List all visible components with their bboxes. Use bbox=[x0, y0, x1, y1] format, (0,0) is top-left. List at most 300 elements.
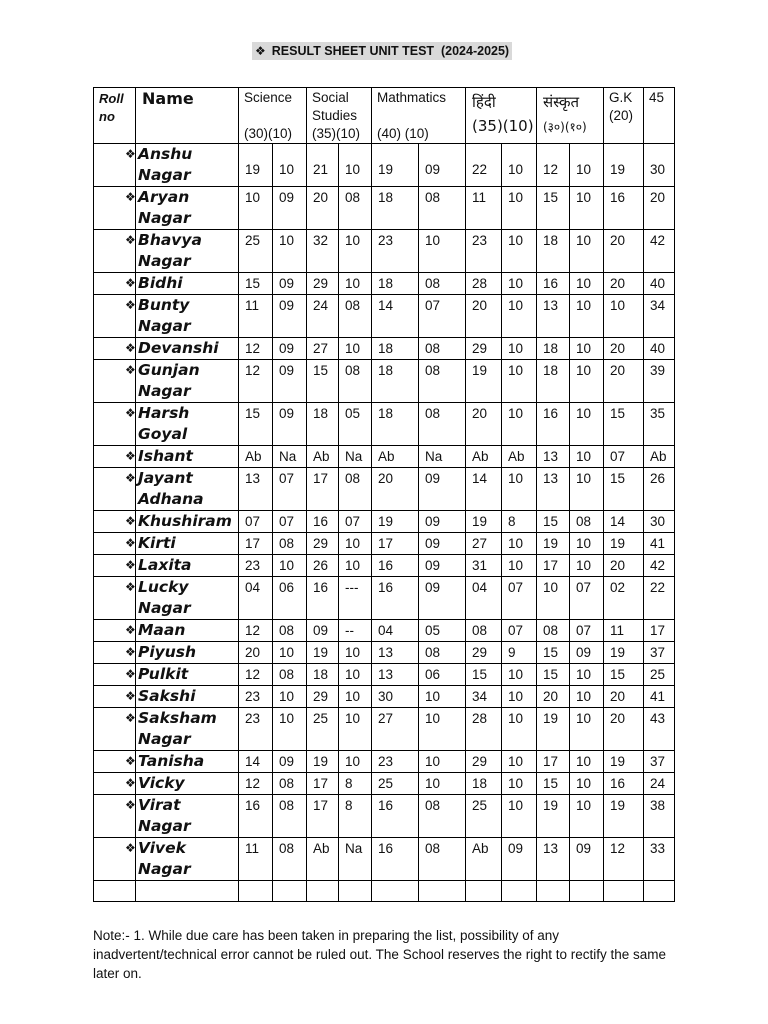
mark-cell: 16 bbox=[372, 577, 419, 620]
mark-cell: 20 bbox=[604, 230, 644, 273]
mark-cell: 19 bbox=[604, 795, 644, 838]
student-name: Anshu Nagar bbox=[138, 145, 193, 184]
mark-cell: 14 bbox=[239, 751, 273, 773]
mark-cell: 10 bbox=[570, 751, 604, 773]
mark-cell: 19 bbox=[372, 511, 419, 533]
table-row bbox=[94, 273, 675, 295]
table-row bbox=[94, 838, 675, 881]
mark-cell: 05 bbox=[419, 620, 466, 642]
student-name-cell bbox=[125, 642, 239, 664]
student-name-cell bbox=[125, 338, 239, 360]
student-name: Gunjan Nagar bbox=[138, 361, 200, 400]
mark-cell: 10 bbox=[502, 686, 537, 708]
mark-cell: 31 bbox=[466, 555, 502, 577]
table-row bbox=[94, 795, 675, 838]
mark-cell: 37 bbox=[644, 751, 675, 773]
table-row bbox=[94, 620, 675, 642]
diamond-bullet-icon: ❖ bbox=[125, 147, 136, 161]
mark-cell: 09 bbox=[273, 751, 307, 773]
mark-cell: 18 bbox=[372, 403, 419, 446]
mark-cell: 41 bbox=[644, 686, 675, 708]
mark-cell: 40 bbox=[644, 338, 675, 360]
empty-cell bbox=[239, 881, 273, 902]
student-name-cell bbox=[125, 511, 239, 533]
table-row bbox=[94, 360, 675, 403]
header-gk: G.K (20) bbox=[604, 88, 644, 144]
mark-cell: 09 bbox=[273, 295, 307, 338]
mark-cell: 08 bbox=[339, 187, 372, 230]
mark-cell: Ab bbox=[307, 838, 339, 881]
mark-cell: 10 bbox=[419, 230, 466, 273]
mark-cell: 17 bbox=[307, 795, 339, 838]
student-name: Khushiram bbox=[138, 512, 232, 530]
mark-cell: Na bbox=[339, 838, 372, 881]
student-name-cell bbox=[125, 577, 239, 620]
empty-cell bbox=[136, 881, 239, 902]
mark-cell: 07 bbox=[419, 295, 466, 338]
mark-cell: 10 bbox=[273, 708, 307, 751]
mark-cell: 20 bbox=[466, 295, 502, 338]
mark-cell: Ab bbox=[466, 446, 502, 468]
header-mathematics: Mathmatics (40) (10) bbox=[372, 88, 466, 144]
student-name-cell bbox=[125, 555, 239, 577]
mark-cell: 10 bbox=[339, 338, 372, 360]
mark-cell: 08 bbox=[273, 664, 307, 686]
mark-cell: 43 bbox=[644, 708, 675, 751]
mark-cell: Ab bbox=[644, 446, 675, 468]
mark-cell: 16 bbox=[307, 577, 339, 620]
mark-cell: 16 bbox=[372, 838, 419, 881]
student-name: Laxita bbox=[138, 556, 192, 574]
mark-cell: 10 bbox=[339, 751, 372, 773]
title-text: RESULT SHEET UNIT TEST (2024-2025) bbox=[271, 44, 510, 58]
mark-cell: 10 bbox=[273, 686, 307, 708]
mark-cell: 10 bbox=[570, 468, 604, 511]
empty-cell bbox=[604, 881, 644, 902]
table-row bbox=[94, 187, 675, 230]
mark-cell: 19 bbox=[537, 795, 570, 838]
mark-cell: 08 bbox=[273, 795, 307, 838]
mark-cell: 10 bbox=[502, 708, 537, 751]
mark-cell: 10 bbox=[339, 642, 372, 664]
mark-cell: 08 bbox=[419, 187, 466, 230]
mark-cell: 19 bbox=[604, 533, 644, 555]
mark-cell: 20 bbox=[604, 273, 644, 295]
mark-cell: 10 bbox=[502, 403, 537, 446]
mark-cell: 15 bbox=[604, 664, 644, 686]
table-row bbox=[94, 577, 675, 620]
mark-cell: 19 bbox=[307, 751, 339, 773]
mark-cell: 40 bbox=[644, 273, 675, 295]
student-name: Kirti bbox=[138, 534, 176, 552]
mark-cell: 20 bbox=[604, 555, 644, 577]
diamond-bullet-icon: ❖ bbox=[125, 754, 136, 768]
mark-cell: 10 bbox=[502, 773, 537, 795]
table-row bbox=[94, 295, 675, 338]
mark-cell: 19 bbox=[307, 642, 339, 664]
mark-cell: 09 bbox=[273, 273, 307, 295]
mark-cell: 15 bbox=[537, 664, 570, 686]
empty-cell bbox=[372, 881, 419, 902]
page-title bbox=[252, 42, 512, 60]
mark-cell: 14 bbox=[466, 468, 502, 511]
mark-cell: 29 bbox=[307, 686, 339, 708]
mark-cell: 10 bbox=[502, 664, 537, 686]
student-name-cell bbox=[125, 773, 239, 795]
mark-cell: 10 bbox=[570, 446, 604, 468]
mark-cell: 15 bbox=[466, 664, 502, 686]
diamond-bullet-icon: ❖ bbox=[125, 776, 136, 790]
mark-cell: 12 bbox=[537, 144, 570, 187]
mark-cell: 10 bbox=[502, 230, 537, 273]
mark-cell: Ab bbox=[372, 446, 419, 468]
mark-cell: 19 bbox=[537, 533, 570, 555]
mark-cell: 18 bbox=[307, 664, 339, 686]
diamond-bullet-icon: ❖ bbox=[125, 298, 136, 312]
mark-cell: 08 bbox=[419, 338, 466, 360]
student-name-cell bbox=[125, 360, 239, 403]
table-row bbox=[94, 686, 675, 708]
mark-cell: 10 bbox=[502, 273, 537, 295]
mark-cell: 17 bbox=[372, 533, 419, 555]
mark-cell: 10 bbox=[273, 642, 307, 664]
mark-cell: 11 bbox=[239, 838, 273, 881]
mark-cell: 09 bbox=[419, 144, 466, 187]
student-name-cell bbox=[125, 620, 239, 642]
mark-cell: 13 bbox=[537, 295, 570, 338]
mark-cell: 09 bbox=[502, 838, 537, 881]
student-name: Tanisha bbox=[138, 752, 205, 770]
mark-cell: 08 bbox=[273, 838, 307, 881]
empty-cell bbox=[339, 881, 372, 902]
mark-cell: 08 bbox=[419, 642, 466, 664]
mark-cell: 10 bbox=[570, 230, 604, 273]
mark-cell: 10 bbox=[570, 403, 604, 446]
mark-cell: 07 bbox=[273, 511, 307, 533]
mark-cell: 25 bbox=[372, 773, 419, 795]
mark-cell: 29 bbox=[307, 533, 339, 555]
mark-cell: 10 bbox=[502, 795, 537, 838]
mark-cell: 16 bbox=[604, 773, 644, 795]
diamond-bullet-icon: ❖ bbox=[125, 667, 136, 681]
mark-cell: 28 bbox=[466, 708, 502, 751]
mark-cell: 07 bbox=[273, 468, 307, 511]
mark-cell: 27 bbox=[466, 533, 502, 555]
empty-cell bbox=[644, 881, 675, 902]
mark-cell: 13 bbox=[372, 664, 419, 686]
table-row bbox=[94, 446, 675, 468]
header-sanskrit: संस्कृत (३०)(१०) bbox=[537, 88, 604, 144]
mark-cell: 08 bbox=[570, 511, 604, 533]
mark-cell: 06 bbox=[419, 664, 466, 686]
diamond-bullet-icon: ❖ bbox=[125, 406, 136, 420]
mark-cell: 8 bbox=[502, 511, 537, 533]
mark-cell: 17 bbox=[307, 773, 339, 795]
mark-cell: 10 bbox=[502, 144, 537, 187]
mark-cell: 18 bbox=[372, 360, 419, 403]
student-name-cell bbox=[125, 230, 239, 273]
note-text: Note:- 1. While due care has been taken in preparing the list, possibility of any inadvertent/technical error cannot be ruled out. The School reserves the right to rectify the same later on. bbox=[93, 928, 667, 981]
mark-cell: 10 bbox=[419, 773, 466, 795]
mark-cell: Na bbox=[273, 446, 307, 468]
table-row bbox=[94, 338, 675, 360]
mark-cell: 08 bbox=[339, 360, 372, 403]
diamond-bullet-icon: ❖ bbox=[125, 536, 136, 550]
empty-cell bbox=[273, 881, 307, 902]
mark-cell: 16 bbox=[537, 273, 570, 295]
mark-cell: Ab bbox=[502, 446, 537, 468]
mark-cell: 10 bbox=[339, 664, 372, 686]
mark-cell: 11 bbox=[466, 187, 502, 230]
table-row bbox=[94, 511, 675, 533]
header-row bbox=[94, 88, 675, 144]
diamond-bullet-icon: ❖ bbox=[255, 44, 266, 58]
mark-cell: 33 bbox=[644, 838, 675, 881]
mark-cell: 25 bbox=[307, 708, 339, 751]
student-name-cell bbox=[125, 187, 239, 230]
mark-cell: 23 bbox=[239, 686, 273, 708]
mark-cell: 10 bbox=[570, 338, 604, 360]
student-name-cell bbox=[125, 403, 239, 446]
mark-cell: 18 bbox=[372, 338, 419, 360]
mark-cell: 10 bbox=[273, 555, 307, 577]
mark-cell: 21 bbox=[307, 144, 339, 187]
mark-cell: 8 bbox=[339, 795, 372, 838]
mark-cell: 37 bbox=[644, 642, 675, 664]
mark-cell: 23 bbox=[239, 555, 273, 577]
mark-cell: 10 bbox=[339, 708, 372, 751]
mark-cell: 12 bbox=[239, 360, 273, 403]
mark-cell: 32 bbox=[307, 230, 339, 273]
mark-cell: 24 bbox=[644, 773, 675, 795]
mark-cell: 10 bbox=[570, 664, 604, 686]
mark-cell: 07 bbox=[339, 511, 372, 533]
mark-cell: 16 bbox=[239, 795, 273, 838]
mark-cell: 15 bbox=[537, 511, 570, 533]
mark-cell: 23 bbox=[372, 751, 419, 773]
mark-cell: 07 bbox=[604, 446, 644, 468]
mark-cell: 10 bbox=[419, 708, 466, 751]
mark-cell: 10 bbox=[570, 795, 604, 838]
diamond-bullet-icon: ❖ bbox=[125, 514, 136, 528]
mark-cell: 12 bbox=[239, 773, 273, 795]
empty-cell bbox=[466, 881, 502, 902]
mark-cell: 29 bbox=[307, 273, 339, 295]
result-table bbox=[93, 87, 675, 902]
mark-cell: 06 bbox=[273, 577, 307, 620]
mark-cell: 10 bbox=[570, 555, 604, 577]
mark-cell: 08 bbox=[419, 360, 466, 403]
empty-cell bbox=[570, 881, 604, 902]
mark-cell: 20 bbox=[307, 187, 339, 230]
mark-cell: 17 bbox=[537, 751, 570, 773]
mark-cell: 25 bbox=[466, 795, 502, 838]
mark-cell: 07 bbox=[239, 511, 273, 533]
mark-cell: 10 bbox=[239, 187, 273, 230]
diamond-bullet-icon: ❖ bbox=[125, 689, 136, 703]
table-row bbox=[94, 533, 675, 555]
mark-cell: 14 bbox=[372, 295, 419, 338]
student-name: Bunty Nagar bbox=[138, 296, 191, 335]
student-name: Devanshi bbox=[138, 339, 219, 357]
mark-cell: 17 bbox=[239, 533, 273, 555]
table-row bbox=[94, 403, 675, 446]
mark-cell: 19 bbox=[466, 360, 502, 403]
mark-cell: 18 bbox=[466, 773, 502, 795]
mark-cell: 15 bbox=[537, 187, 570, 230]
mark-cell: 12 bbox=[239, 338, 273, 360]
mark-cell: 29 bbox=[466, 642, 502, 664]
mark-cell: 07 bbox=[570, 620, 604, 642]
diamond-bullet-icon: ❖ bbox=[125, 711, 136, 725]
mark-cell: 20 bbox=[604, 338, 644, 360]
student-name: Piyush bbox=[138, 643, 197, 661]
mark-cell: 30 bbox=[372, 686, 419, 708]
mark-cell: 27 bbox=[307, 338, 339, 360]
mark-cell: 18 bbox=[372, 187, 419, 230]
mark-cell: 09 bbox=[273, 187, 307, 230]
mark-cell: 24 bbox=[307, 295, 339, 338]
mark-cell: 07 bbox=[502, 620, 537, 642]
table-row bbox=[94, 642, 675, 664]
diamond-bullet-icon: ❖ bbox=[125, 558, 136, 572]
mark-cell: 10 bbox=[570, 295, 604, 338]
header-name: Name bbox=[136, 88, 239, 144]
mark-cell: 10 bbox=[570, 773, 604, 795]
mark-cell: 04 bbox=[239, 577, 273, 620]
mark-cell: --- bbox=[339, 577, 372, 620]
student-name-cell bbox=[125, 686, 239, 708]
mark-cell: 20 bbox=[372, 468, 419, 511]
mark-cell: 19 bbox=[239, 144, 273, 187]
mark-cell: 14 bbox=[604, 511, 644, 533]
mark-cell: 18 bbox=[537, 230, 570, 273]
diamond-bullet-icon: ❖ bbox=[125, 190, 136, 204]
mark-cell: 18 bbox=[307, 403, 339, 446]
mark-cell: 23 bbox=[372, 230, 419, 273]
diamond-bullet-icon: ❖ bbox=[125, 623, 136, 637]
mark-cell: 30 bbox=[644, 511, 675, 533]
student-name: Aryan Nagar bbox=[138, 188, 191, 227]
mark-cell: 10 bbox=[502, 533, 537, 555]
mark-cell: 12 bbox=[604, 838, 644, 881]
student-name-cell bbox=[125, 838, 239, 881]
header-roll: Roll no bbox=[94, 88, 136, 144]
mark-cell: 29 bbox=[466, 751, 502, 773]
mark-cell: 04 bbox=[372, 620, 419, 642]
mark-cell: 08 bbox=[419, 403, 466, 446]
mark-cell: 10 bbox=[339, 230, 372, 273]
student-name: Bidhi bbox=[138, 274, 183, 292]
mark-cell: -- bbox=[339, 620, 372, 642]
mark-cell: 13 bbox=[537, 446, 570, 468]
diamond-bullet-icon: ❖ bbox=[125, 841, 136, 855]
mark-cell: 09 bbox=[570, 642, 604, 664]
student-name-cell bbox=[125, 533, 239, 555]
mark-cell: 9 bbox=[502, 642, 537, 664]
student-name: Maan bbox=[138, 621, 186, 639]
student-rows bbox=[94, 144, 675, 902]
empty-row bbox=[94, 881, 675, 902]
mark-cell: 25 bbox=[239, 230, 273, 273]
mark-cell: 05 bbox=[339, 403, 372, 446]
student-name: Saksham Nagar bbox=[138, 709, 217, 748]
mark-cell: 08 bbox=[419, 273, 466, 295]
student-name-cell bbox=[125, 144, 239, 187]
mark-cell: 10 bbox=[502, 555, 537, 577]
mark-cell: 08 bbox=[466, 620, 502, 642]
mark-cell: Na bbox=[339, 446, 372, 468]
mark-cell: 23 bbox=[466, 230, 502, 273]
diamond-bullet-icon: ❖ bbox=[125, 363, 136, 377]
mark-cell: 10 bbox=[339, 533, 372, 555]
mark-cell: 10 bbox=[604, 295, 644, 338]
mark-cell: 13 bbox=[537, 468, 570, 511]
mark-cell: 34 bbox=[466, 686, 502, 708]
mark-cell: 10 bbox=[502, 468, 537, 511]
mark-cell: 30 bbox=[644, 144, 675, 187]
mark-cell: 09 bbox=[570, 838, 604, 881]
student-name: Sakshi bbox=[138, 687, 196, 705]
mark-cell: 10 bbox=[502, 751, 537, 773]
table-row bbox=[94, 144, 675, 187]
mark-cell: 07 bbox=[570, 577, 604, 620]
empty-cell bbox=[307, 881, 339, 902]
mark-cell: 19 bbox=[604, 642, 644, 664]
mark-cell: 08 bbox=[339, 468, 372, 511]
student-name-cell bbox=[125, 664, 239, 686]
mark-cell: 18 bbox=[372, 273, 419, 295]
student-name-cell bbox=[125, 708, 239, 751]
mark-cell: 10 bbox=[339, 273, 372, 295]
mark-cell: 10 bbox=[273, 230, 307, 273]
student-name: Pulkit bbox=[138, 665, 189, 683]
diamond-bullet-icon: ❖ bbox=[125, 580, 136, 594]
mark-cell: 16 bbox=[537, 403, 570, 446]
mark-cell: 08 bbox=[273, 533, 307, 555]
mark-cell: 18 bbox=[537, 338, 570, 360]
mark-cell: 07 bbox=[502, 577, 537, 620]
mark-cell: 12 bbox=[239, 620, 273, 642]
mark-cell: 10 bbox=[339, 555, 372, 577]
mark-cell: 08 bbox=[419, 838, 466, 881]
table-row bbox=[94, 230, 675, 273]
mark-cell: Ab bbox=[239, 446, 273, 468]
mark-cell: 19 bbox=[604, 751, 644, 773]
mark-cell: 10 bbox=[570, 533, 604, 555]
mark-cell: 10 bbox=[273, 144, 307, 187]
mark-cell: 09 bbox=[273, 338, 307, 360]
student-name-cell bbox=[125, 295, 239, 338]
mark-cell: 38 bbox=[644, 795, 675, 838]
table-row bbox=[94, 555, 675, 577]
mark-cell: 09 bbox=[419, 533, 466, 555]
mark-cell: 10 bbox=[570, 708, 604, 751]
mark-cell: 22 bbox=[466, 144, 502, 187]
mark-cell: 10 bbox=[502, 338, 537, 360]
mark-cell: 26 bbox=[644, 468, 675, 511]
mark-cell: 20 bbox=[604, 686, 644, 708]
student-name-cell bbox=[125, 446, 239, 468]
mark-cell: 09 bbox=[419, 511, 466, 533]
mark-cell: 39 bbox=[644, 360, 675, 403]
mark-cell: 41 bbox=[644, 533, 675, 555]
mark-cell: 09 bbox=[273, 360, 307, 403]
mark-cell: 23 bbox=[239, 708, 273, 751]
mark-cell: 09 bbox=[419, 555, 466, 577]
mark-cell: 20 bbox=[239, 642, 273, 664]
mark-cell: 15 bbox=[239, 273, 273, 295]
